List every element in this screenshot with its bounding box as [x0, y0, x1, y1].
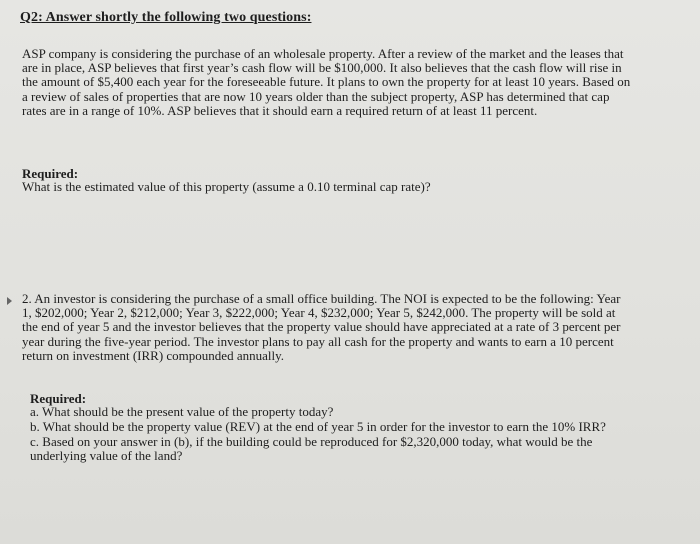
q1-required-label: Required:	[22, 166, 79, 181]
q2-sub-c-line: c. Based on your answer in (b), if the building could be reproduced for $2,320,000 today, what would be the	[30, 434, 593, 449]
q1-required-question: What is the estimated value of this property (assume a 0.10 terminal cap rate)?	[22, 179, 431, 194]
q2-required-label: Required:	[30, 391, 87, 406]
q2-line: 1, $202,000; Year 2, $212,000; Year 3, $222,000; Year 4, $232,000; Year 5, $242,000. The property will be sold at	[22, 305, 616, 321]
q1-line: are in place, ASP believes that first year’s cash flow will be $100,000. It also believes that the cash flow will rise in	[22, 60, 622, 76]
question-heading: Q2: Answer shortly the following two questions:	[20, 10, 312, 25]
q2-line: return on investment (IRR) compounded annually.	[22, 347, 284, 363]
q2-line: 2. An investor is considering the purchase of a small office building. The NOI is expected to be the following: Year	[22, 291, 621, 306]
q1-line: the amount of $5,400 each year for the foreseeable future. It plans to own the property for at least 10 years. Based on	[22, 74, 631, 90]
q1-line: ASP company is considering the purchase of an wholesale property. After a review of the market and the leases that	[22, 46, 624, 61]
question-1-paragraph	[22, 47, 698, 118]
q1-line: a review of sales of properties that are now 10 years older than the subject property, ASP has determined that cap	[22, 88, 610, 104]
q1-line: rates are in a range of 10%. ASP believes that it should earn a required return of at least 11 percent.	[22, 102, 538, 118]
q2-sub-c-line: underlying value of the land?	[30, 448, 183, 464]
question-2-paragraph	[22, 292, 698, 363]
q2-sub-question-b: b. What should be the property value (REV) at the end of year 5 in order for the investor to earn the 10% IRR?	[30, 419, 606, 434]
q2-line: year during the five-year period. The investor plans to pay all cash for the property and wants to earn a 10 percent	[22, 333, 614, 349]
page-marker-icon	[7, 297, 12, 305]
q2-sub-question-c	[30, 435, 690, 463]
q2-sub-question-a: a. What should be the present value of the property today?	[30, 404, 334, 419]
q2-line: the end of year 5 and the investor believes that the property value should have appreciated at a rate of 3 percent per	[22, 319, 621, 335]
